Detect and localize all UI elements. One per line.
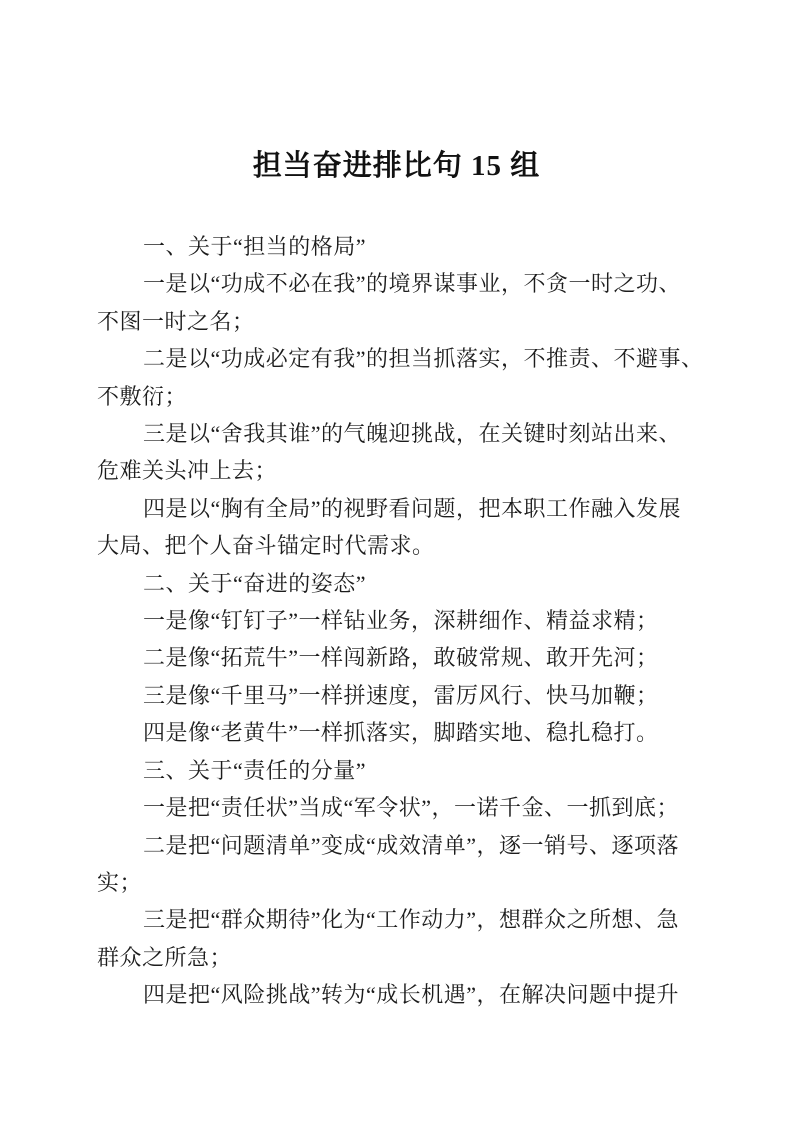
document-body	[0, 228, 793, 1014]
paragraph	[97, 976, 697, 1013]
text-line: 三、关于“责任的分量”	[143, 757, 367, 783]
text-line: 不图一时之名；	[97, 308, 255, 334]
text-line: 一、关于“担当的格局”	[143, 234, 367, 259]
text-line: 实；	[97, 869, 143, 895]
paragraph	[97, 340, 704, 415]
paragraph	[97, 901, 697, 976]
paragraph	[97, 228, 697, 265]
text-line: 不敷衍；	[97, 383, 188, 409]
paragraph	[97, 677, 697, 714]
paragraph	[97, 565, 697, 602]
paragraph	[97, 490, 697, 565]
text-line: 二是以“功成必定有我”的担当抓落实，不推责、不避事、	[143, 346, 704, 372]
text-line: 危难关头冲上去；	[97, 458, 278, 484]
text-line: 二、关于“奋进的姿态”	[143, 570, 367, 596]
text-line: 二是把“问题清单”变成“成效清单”，逐一销号、逐项落	[143, 832, 680, 858]
paragraph	[97, 752, 697, 789]
paragraph	[97, 714, 697, 751]
text-line: 三是像“千里马”一样拼速度，雷厉风行、快马加鞭；	[143, 682, 659, 708]
paragraph	[97, 639, 697, 676]
text-line: 群众之所急；	[97, 944, 233, 970]
text-line: 四是以“胸有全局”的视野看问题，把本职工作融入发展	[143, 495, 682, 521]
text-line: 三是把“群众期待”化为“工作动力”，想群众之所想、急	[143, 907, 680, 933]
text-line: 一是像“钉钉子”一样钻业务，深耕细作、精益求精；	[143, 608, 659, 634]
text-line: 二是像“拓荒牛”一样闯新路，敢破常规、敢开先河；	[143, 645, 659, 671]
paragraph	[97, 789, 697, 826]
text-line: 四是把“风险挑战”转为“成长机遇”，在解决问题中提升	[143, 982, 680, 1008]
paragraph	[97, 265, 697, 340]
text-line: 三是以“舍我其谁”的气魄迎挑战，在关键时刻站出来、	[143, 421, 682, 447]
paragraph	[97, 827, 697, 902]
text-line: 一是以“功成不必在我”的境界谋事业，不贪一时之功、	[143, 271, 682, 297]
text-line: 一是把“责任状”当成“军令状”，一诺千金、一抓到底；	[143, 795, 680, 821]
text-line: 大局、把个人奋斗锚定时代需求。	[97, 533, 435, 559]
paragraph	[97, 415, 697, 490]
document-title: 担当奋进排比句 15 组	[252, 150, 541, 182]
paragraph	[97, 602, 697, 639]
text-line: 四是像“老黄牛”一样抓落实，脚踏实地、稳扎稳打。	[143, 720, 659, 746]
